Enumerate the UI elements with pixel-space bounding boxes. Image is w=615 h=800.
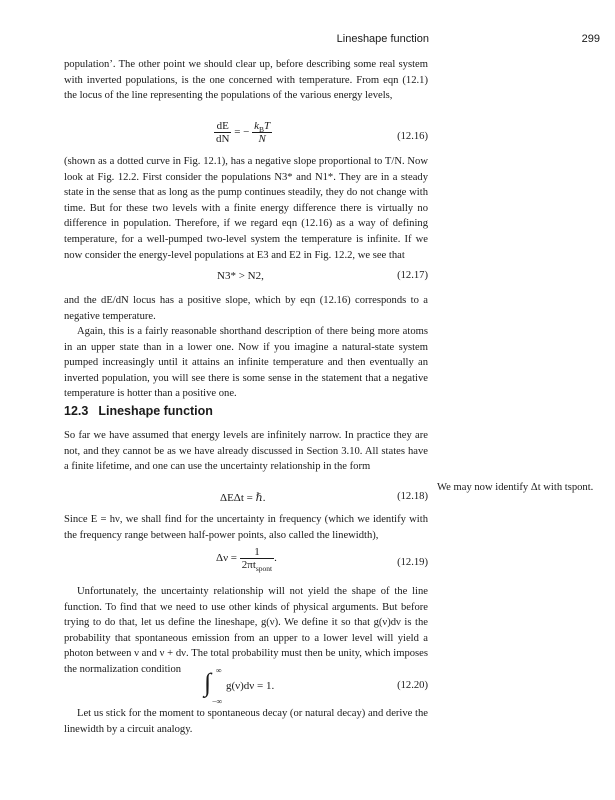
equation-12-16: $\frac{dE}{dN}$ = − $\frac{k_BT}{N}$ (12.16) bbox=[216, 120, 428, 145]
paragraph-negative-temperature: and the dE/dN locus has a positive slope, which by eqn (12.16) corresponds to a negative temperature. bbox=[64, 295, 428, 322]
paragraph-shorthand: Again, this is a fairly reasonable shorthand description of there being more atoms in an upper state than in a lower one. Now if you imagine a natural-state system pumped increasingly until it attains an infinite temperature and then eventually an inverted population, you will see there is some sense in the statement that a negative temperature is hotter than a positive one. bbox=[64, 326, 428, 400]
paragraph-circuit-analogy: Let us stick for the moment to spontaneous decay (or natural decay) and derive the linewidth by a circuit analogy. bbox=[64, 708, 428, 735]
equation-12-17: N3* > N2, (12.17) bbox=[217, 270, 428, 282]
paragraph-lineshape: Unfortunately, the uncertainty relationship will not yield the shape of the line function. To find that we need to use other kinds of physical arguments. But before trying to do that, let us define the lineshape, g(ν). We define it so that g(ν)dν is the probability that spontaneous emission from an upper to a lower level will yield a photon between ν and ν + dν. The total probability must then be unity, which imposes the normalization condition bbox=[64, 586, 428, 675]
fraction-one-over-2pi-tspont: $\frac{1}{2\pi t_{spont}}$ bbox=[241, 546, 273, 574]
fraction-de-dn: $\frac{dE}{dN}$ bbox=[216, 120, 230, 145]
running-header-title: Lineshape function bbox=[336, 33, 429, 45]
equation-number: (12.20) bbox=[397, 680, 428, 691]
paragraph-energy-levels: So far we have assumed that energy levels are infinitely narrow. In practice they are not, and they cannot be as we have already discussed in Section 3.10. All states have a finite lifetime, and one can use the uncertainty relationship in the form bbox=[64, 430, 428, 473]
paragraph-population: population’. The other point we should clear up, before describing some real system with inverted populations, is the one concerned with temperature. From eqn (12.1) the locus of the line representing the populations of the various energy levels, bbox=[64, 59, 428, 102]
page-number: 299 bbox=[581, 33, 600, 45]
equation-number: (12.17) bbox=[397, 270, 428, 281]
paragraph-temperature: (shown as a dotted curve in Fig. 12.1), has a negative slope proportional to T/N. Now look at Fig. 12.2. First consider the populations N3* and N1*. They are in a steady state in the sense that as long as the pump continues steadily, they do not change with time. But for these two levels with a finite energy difference there is virtually no difference in population. Therefore, if we regard eqn (12.16) as a way of defining temperature, for a well-pumped two-level system the temperature is infinite. If we now consider the energy-level populations at E3 and E2 in Fig. 12.2, we see that bbox=[64, 156, 428, 261]
equation-12-18: ΔEΔt = ℏ. (12.18) bbox=[220, 491, 428, 504]
equation-12-19: Δν = $\frac{1}{2\pi t_{spont}}$ . (12.19) bbox=[216, 546, 428, 574]
fraction-kbt-n: $\frac{k_BT}{N}$ bbox=[254, 120, 271, 145]
paragraph-linewidth: Since E = hν, we shall find for the uncertainty in frequency (which we identify with the frequency range between half-power points, also called the linewidth), bbox=[64, 514, 428, 541]
equation-number: (12.18) bbox=[397, 491, 428, 502]
margin-note: We may now identify Δt with tspont. bbox=[437, 482, 594, 493]
equation-12-20: ∞ ∫ −∞ g(ν)dν = 1. (12.20) bbox=[204, 666, 428, 706]
equation-number: (12.16) bbox=[397, 131, 428, 142]
equation-number: (12.19) bbox=[397, 557, 428, 568]
section-heading: 12.3 Lineshape function bbox=[64, 404, 213, 418]
